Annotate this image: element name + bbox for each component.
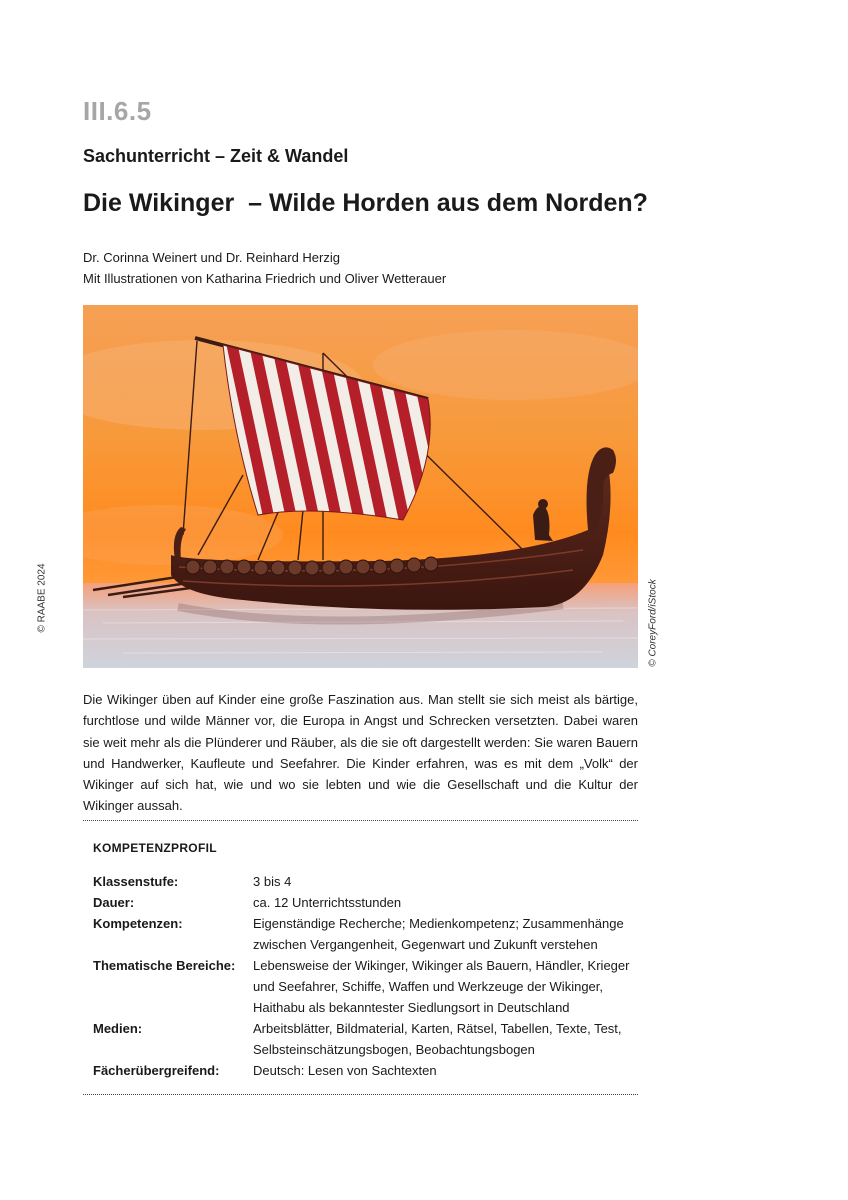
- profile-row: [93, 892, 633, 913]
- page-title: Die Wikinger – Wilde Horden aus dem Norden?: [83, 189, 648, 217]
- divider-top: [83, 820, 638, 821]
- profile-row: [93, 913, 633, 955]
- authors-line: Dr. Corinna Weinert und Dr. Reinhard Herzig: [83, 250, 340, 265]
- profile-label: Thematische Bereiche:: [93, 958, 236, 973]
- profile-value: Eigenständige Recherche; Medienkompetenz; Zusammenhänge zwischen Vergangenheit, Gegenwart und Zukunft verstehen: [253, 916, 624, 952]
- author-block: [83, 247, 446, 289]
- profile-label: Fächerübergreifend:: [93, 1063, 220, 1078]
- illustrators-line: Mit Illustrationen von Katharina Friedrich und Oliver Wetterauer: [83, 271, 447, 286]
- profile-value: 3 bis 4: [253, 874, 292, 889]
- side-copyright-text: © RAABE 2024: [36, 563, 48, 633]
- profile-label: Klassenstufe:: [93, 874, 179, 889]
- profile-row: [93, 1060, 633, 1081]
- profile-row: [93, 1018, 633, 1060]
- profile-row: [93, 955, 633, 1018]
- image-credit-text: © CoreyFord/iStock: [647, 579, 659, 667]
- profile-label: Medien:: [93, 1021, 143, 1036]
- competence-profile: [93, 871, 633, 1081]
- intro-paragraph: Die Wikinger üben auf Kinder eine große Faszination aus. Man stellt sie sich meist als bärtige, furchtlose und wilde Männer vor, die Europa in Angst und Schrecken versetzten. Dabei waren sie weit mehr als die Plünderer und Räuber, als die sie oft dargestellt werden: Sie waren Bauern und Handwerker, Kaufleute und Seefahrer. Die Kinder erfahren, was es mit dem „Volk“ der Wikinger auf sich hat, wie und wo sie lebten und wie die Gesellschaft und die Kultur der Wikinger aussah.: [83, 692, 638, 814]
- profile-label: Kompetenzen:: [93, 916, 183, 931]
- divider-bottom: [83, 1094, 638, 1095]
- profile-value: ca. 12 Unterrichtsstunden: [253, 895, 402, 910]
- profile-label: Dauer:: [93, 895, 135, 910]
- profile-row: [93, 871, 633, 892]
- viking-longship-image: [83, 305, 638, 668]
- profile-value: Arbeitsblätter, Bildmaterial, Karten, Rätsel, Tabellen, Texte, Test, Selbsteinschätzungsbogen, Beobachtungsbogen: [253, 1021, 622, 1057]
- profile-value: Deutsch: Lesen von Sachtexten: [253, 1063, 437, 1078]
- section-code: III.6.5: [83, 96, 152, 126]
- subject-heading: Sachunterricht – Zeit & Wandel: [83, 146, 349, 166]
- profile-value: Lebensweise der Wikinger, Wikinger als Bauern, Händler, Krieger und Seefahrer, Schiffe, Waffen und Werkzeuge der Wikinger, Haithabu als bekanntester Siedlungsort in Deutschland: [253, 958, 630, 1015]
- profile-heading: KOMPETENZPROFIL: [93, 841, 217, 855]
